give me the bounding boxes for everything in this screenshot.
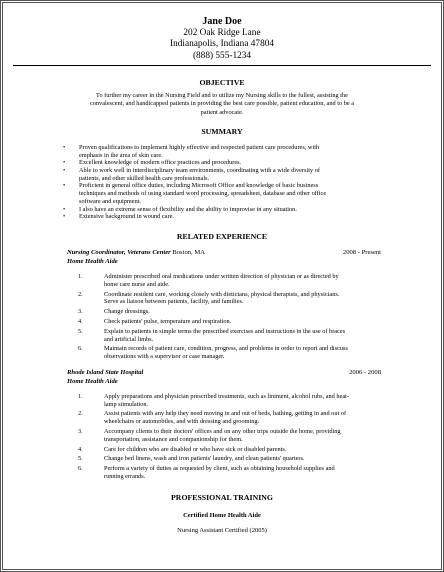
- training-detail: Nursing Assistant Certified (2005): [177, 526, 267, 534]
- duty-line: Maintain records of patient care, condition, progress, and problems in order to report and discuss: [104, 345, 348, 353]
- job-employer: Home Health Aide: [67, 257, 118, 265]
- duty-line: running errands.: [104, 473, 146, 481]
- objective-line: convalescent, and handicapped patients in providing the best care possible, patient education, and to be a: [89, 100, 355, 108]
- duty-number: 5.: [78, 455, 83, 463]
- job-dates: 2008 - Present: [342, 248, 381, 256]
- duty-number: 4.: [78, 317, 83, 325]
- job-entry: [67, 368, 381, 386]
- duty-line: Coordinate resident care, working closely with dieticians, physical therapists, and physicians.: [104, 290, 340, 298]
- summary-item: [79, 213, 379, 221]
- objective-heading: OBJECTIVE: [199, 78, 245, 87]
- duty-line: Assist patients with any help they need moving in and out of beds, bathing, getting in and out of: [104, 410, 347, 418]
- job-entry: [67, 248, 381, 266]
- duty-number: 6.: [78, 465, 83, 473]
- summary-line: software and equipment.: [79, 197, 142, 205]
- training-heading: PROFESSIONAL TRAINING: [171, 492, 273, 502]
- summary-line: • Extensive background in wound care.: [79, 213, 174, 221]
- duty-item: [78, 455, 386, 463]
- duty-number: 6.: [78, 345, 83, 353]
- summary-item: [79, 167, 379, 182]
- summary-heading: SUMMARY: [201, 126, 243, 136]
- duty-line: Serve as liaison between patients, facility, and families.: [104, 298, 244, 306]
- summary-item: [79, 144, 379, 159]
- duty-number: 1.: [78, 392, 83, 400]
- duty-item: [78, 272, 386, 289]
- duty-line: Explain to patients in simple terms the prescribed exercises and instructions in the use of braces: [104, 327, 346, 335]
- duty-item: [78, 308, 386, 316]
- duty-item: [78, 428, 386, 444]
- duty-number: 5.: [78, 327, 83, 335]
- summary-item: [79, 182, 379, 205]
- resume-header: [3, 16, 441, 62]
- duty-number: 2.: [78, 290, 83, 298]
- duty-item: [78, 392, 386, 409]
- duty-line: Apply preparations and physician prescribed treatments, such as liniment, alcohol rubs, and heat-: [104, 392, 349, 400]
- duty-line: Perform a variety of duties as requested by client, such as obtaining household supplies and: [104, 465, 335, 473]
- city-state-zip: Indianapolis, Indiana 47804: [169, 39, 275, 49]
- duty-item: [78, 327, 386, 344]
- duty-line: home care nurse and aide.: [104, 280, 170, 288]
- duty-line: Check patients' pulse, temperature and respiration.: [104, 317, 232, 325]
- duty-line: observations with a supervisor or case manager.: [104, 353, 225, 361]
- summary-line: emphasis in the area of skin care.: [79, 151, 163, 159]
- summary-line: • Excellent knowledge of modern office practices and procedures.: [79, 159, 242, 167]
- job-employer: Home Health Aide: [67, 377, 118, 385]
- summary-item: [79, 159, 379, 167]
- training-certificate: Certified Home Health Aide: [183, 511, 261, 519]
- duty-item: [78, 290, 386, 307]
- duty-number: 3.: [78, 308, 83, 316]
- job-location: Boston, MA: [170, 248, 205, 256]
- summary-line: • I also have an extreme sense of flexibility and the ability to improvise in any situation.: [79, 205, 297, 213]
- duty-line: Change dressings.: [104, 308, 150, 316]
- duty-item: [78, 345, 386, 361]
- summary-line: • Proficient in general office duties, including Microsoft Office and knowledge of basic business: [79, 182, 319, 190]
- job-title: Rhode Island State Hospital: [67, 368, 144, 376]
- duty-number: 4.: [78, 445, 83, 453]
- duty-item: [78, 445, 386, 454]
- duty-line: wheelchairs or automobiles, and with dressing and grooming.: [104, 418, 260, 426]
- candidate-name: Jane Doe: [202, 16, 242, 27]
- duty-line: lamp stimulation.: [104, 400, 149, 408]
- duty-line: Accompany clients to their doctors' offices and on any other trips outside the home, providing: [104, 428, 341, 436]
- duty-number: 2.: [78, 410, 83, 418]
- summary-line: techniques and methods of using standard word processing, spreadsheet, database and other office: [79, 190, 327, 198]
- job-duties: [3, 393, 386, 481]
- summary-line: • Proven qualifications to implement highly effective and respected patient care procedures, with: [79, 143, 320, 151]
- duty-line: Administer prescribed oral medications under written direction of physician or as directed by: [104, 272, 339, 280]
- duty-item: [78, 410, 386, 426]
- objective-text: [43, 92, 401, 117]
- duty-item: [78, 465, 386, 481]
- duty-line: Care for children who are disabled or who have sick or disabled parents.: [104, 445, 287, 453]
- job-dates: 2006 - 2008: [349, 368, 381, 376]
- job-title-line: [67, 368, 381, 377]
- summary-line: • Able to work well in interdisciplinary team environments, coordinating with a wide diversity of: [79, 167, 320, 174]
- street-address: 202 Oak Ridge Lane: [183, 27, 261, 38]
- phone-number: (888) 555-1234: [192, 50, 252, 61]
- duty-line: transportation, assistance and companionship for them.: [104, 435, 243, 443]
- objective-line: To further my career in the Nursing Field and to utilize my Nursing skills to the fullest, assisting the: [96, 92, 348, 99]
- duty-number: 3.: [78, 428, 83, 436]
- duty-item: [78, 317, 386, 326]
- job-title-line: [67, 248, 381, 257]
- header-divider: [13, 65, 431, 66]
- objective-line: patient advocate.: [200, 108, 244, 116]
- summary-list: [3, 144, 379, 221]
- job-title: Nursing Coordinator, Veterans Center: [67, 248, 171, 256]
- experience-heading: RELATED EXPERIENCE: [176, 231, 268, 241]
- summary-line: patients, and other skilled health care professionals.: [79, 174, 210, 182]
- duty-line: Change bed linens, wash and iron patients' laundry, and clean patients' quarters.: [104, 455, 305, 463]
- summary-item: [79, 206, 379, 214]
- job-duties: [3, 273, 386, 361]
- duty-number: 1.: [78, 272, 83, 280]
- duty-line: and artificial limbs.: [104, 335, 154, 343]
